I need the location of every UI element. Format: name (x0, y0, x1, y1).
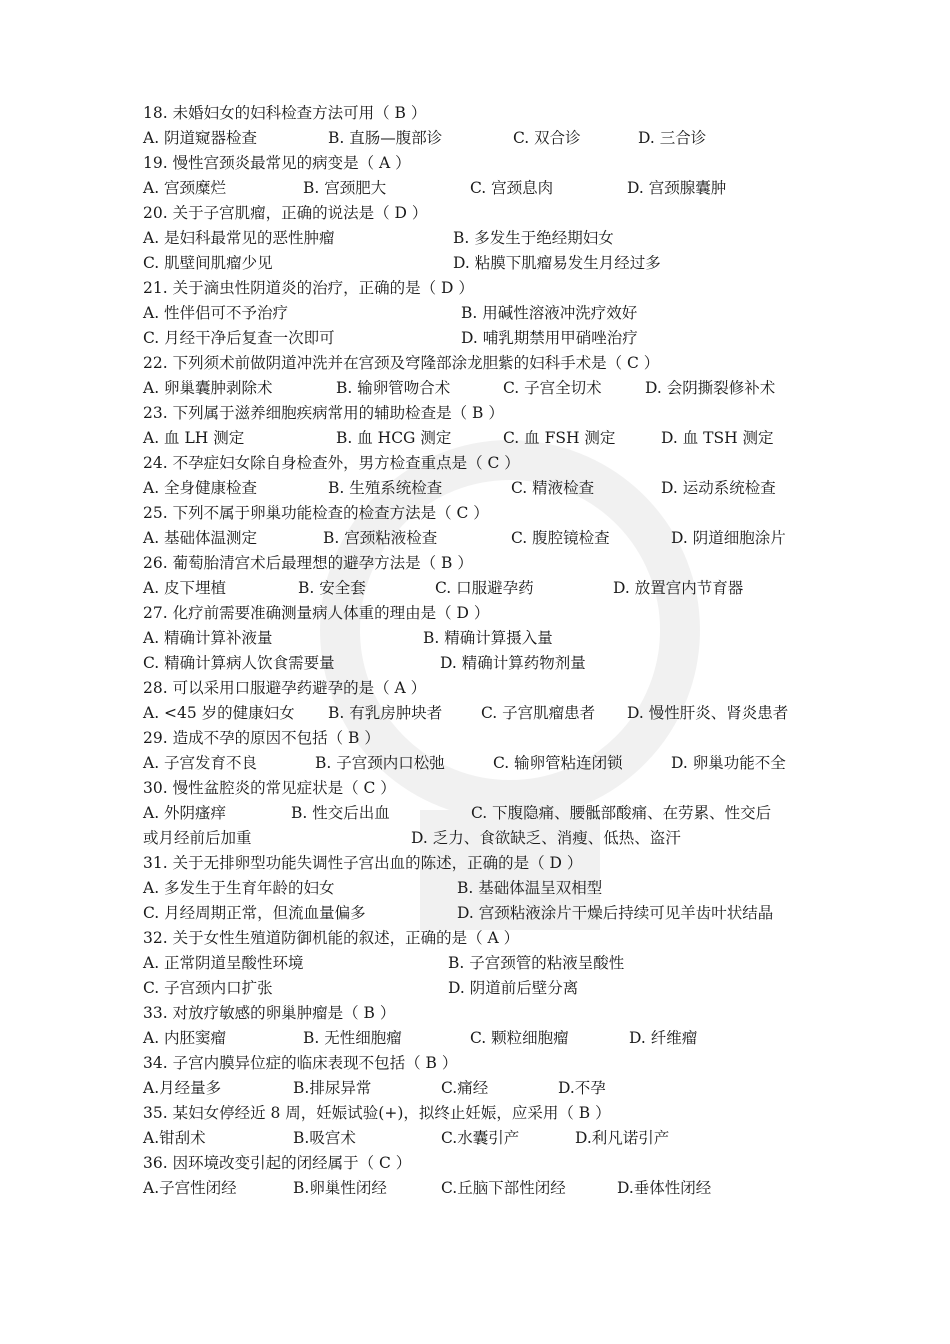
option-b: B. 子宫颈管的粘液呈酸性 (448, 954, 625, 972)
option-b: B. 直肠—腹部诊 (328, 129, 443, 147)
option-d: D.利凡诺引产 (575, 1129, 670, 1147)
question-stem: 25. 下列不属于卵巢功能检查的检查方法是（ C ） (143, 504, 489, 522)
option-d: D. 纤维瘤 (629, 1029, 698, 1047)
option-c: C. 子宫全切术 (503, 379, 602, 397)
option-c: C. 血 FSH 测定 (503, 429, 616, 447)
option-a: A. 血 LH 测定 (143, 429, 245, 447)
option-a: A. 外阴瘙痒 (143, 804, 227, 822)
option-a: A. 子宫发育不良 (143, 754, 258, 772)
question-stem: 18. 未婚妇女的妇科检查方法可用（ B ） (143, 104, 427, 122)
question-stem: 30. 慢性盆腔炎的常见症状是（ C ） (143, 779, 396, 797)
option-a: A. 阴道窥器检查 (143, 129, 258, 147)
option-b: B. 宫颈粘液检查 (323, 529, 438, 547)
option-b: B. 有乳房肿块者 (328, 704, 443, 722)
option-a: A. 性伴侣可不予治疗 (143, 304, 289, 322)
question-stem: 20. 关于子宫肌瘤，正确的说法是（ D ） (143, 204, 428, 222)
option-d: D. 运动系统检查 (661, 479, 776, 497)
option-a: A. <45 岁的健康妇女 (143, 704, 295, 722)
option-b: B. 多发生于绝经期妇女 (453, 229, 614, 247)
option-b: B. 生殖系统检查 (328, 479, 443, 497)
option-a: A. 卵巢囊肿剥除术 (143, 379, 273, 397)
question-stem: 34. 子宫内膜异位症的临床表现不包括（ B ） (143, 1054, 458, 1072)
option-b: B. 基础体温呈双相型 (457, 879, 603, 897)
option-c: C. 下腹隐痛、腰骶部酸痛、在劳累、性交后 (471, 804, 772, 822)
option-d: D.不孕 (558, 1079, 606, 1097)
question-stem: 36. 因环境改变引起的闭经属于（ C ） (143, 1154, 412, 1172)
option-c-continued: 或月经前后加重 (143, 829, 252, 847)
option-d: D. 阴道细胞涂片 (671, 529, 786, 547)
option-a: A. 正常阴道呈酸性环境 (143, 954, 304, 972)
option-a: A. 精确计算补液量 (143, 629, 273, 647)
option-c: C. 子宫肌瘤患者 (481, 704, 596, 722)
option-c: C. 输卵管粘连闭锁 (493, 754, 623, 772)
option-c: C. 月经干净后复查一次即可 (143, 329, 335, 347)
question-stem: 26. 葡萄胎清宫术后最理想的避孕方法是（ B ） (143, 554, 473, 572)
option-b: B. 精确计算摄入量 (423, 629, 553, 647)
option-d: D. 宫颈粘液涂片干燥后持续可见羊齿叶状结晶 (457, 904, 774, 922)
option-c: C.水囊引产 (441, 1129, 520, 1147)
option-d: D. 宫颈腺囊肿 (627, 179, 727, 197)
option-b: B. 宫颈肥大 (303, 179, 387, 197)
option-b: B. 子宫颈内口松弛 (315, 754, 445, 772)
question-stem: 33. 对放疗敏感的卵巢肿瘤是（ B ） (143, 1004, 396, 1022)
option-a: A. 宫颈糜烂 (143, 179, 227, 197)
option-c: C. 精确计算病人饮食需要量 (143, 654, 335, 672)
option-c: C.丘脑下部性闭经 (441, 1179, 566, 1197)
option-d: D.垂体性闭经 (617, 1179, 712, 1197)
option-d: D. 放置宫内节育器 (613, 579, 744, 597)
option-c: C. 子宫颈内口扩张 (143, 979, 273, 997)
option-d: D. 阴道前后壁分离 (448, 979, 579, 997)
option-a: A.月经量多 (143, 1079, 222, 1097)
option-b: B. 输卵管吻合术 (336, 379, 451, 397)
option-b: B.吸宫术 (293, 1129, 356, 1147)
question-stem: 28. 可以采用口服避孕药避孕的是（ A ） (143, 679, 427, 697)
option-d: D. 乏力、食欲缺乏、消瘦、低热、盗汗 (411, 829, 681, 847)
question-stem: 23. 下列属于滋养细胞疾病常用的辅助检查是（ B ） (143, 404, 504, 422)
option-d: D. 粘膜下肌瘤易发生月经过多 (453, 254, 661, 272)
question-stem: 31. 关于无排卵型功能失调性子宫出血的陈述，正确的是（ D ） (143, 854, 583, 872)
question-stem: 32. 关于女性生殖道防御机能的叙述，正确的是（ A ） (143, 929, 520, 947)
option-c: C.痛经 (441, 1079, 489, 1097)
option-c: C. 宫颈息肉 (470, 179, 554, 197)
option-c: C. 精液检查 (511, 479, 595, 497)
option-c: C. 颗粒细胞瘤 (470, 1029, 569, 1047)
option-c: C. 口服避孕药 (435, 579, 534, 597)
option-a: A.钳刮术 (143, 1129, 206, 1147)
option-b: B. 血 HCG 测定 (336, 429, 452, 447)
question-stem: 27. 化疗前需要准确测量病人体重的理由是（ D ） (143, 604, 490, 622)
option-d: D. 哺乳期禁用甲硝唑治疗 (461, 329, 638, 347)
question-stem: 21. 关于滴虫性阴道炎的治疗，正确的是（ D ） (143, 279, 474, 297)
option-a: A. 是妇科最常见的恶性肿瘤 (143, 229, 335, 247)
option-c: C. 腹腔镜检查 (511, 529, 610, 547)
option-d: D. 血 TSH 测定 (661, 429, 774, 447)
option-b: B. 安全套 (298, 579, 366, 597)
option-b: B.卵巢性闭经 (293, 1179, 387, 1197)
option-a: A. 多发生于生育年龄的妇女 (143, 879, 335, 897)
option-c: C. 肌壁间肌瘤少见 (143, 254, 273, 272)
option-d: D. 三合诊 (638, 129, 707, 147)
question-stem: 22. 下列须术前做阴道冲洗并在宫颈及穹隆部涂龙胆紫的妇科手术是（ C ） (143, 354, 660, 372)
option-a: A. 基础体温测定 (143, 529, 258, 547)
option-b: B. 用碱性溶液冲洗疗效好 (461, 304, 638, 322)
option-a: A.子宫性闭经 (143, 1179, 237, 1197)
option-c: C. 月经周期正常，但流血量偏多 (143, 904, 366, 922)
option-d: D. 会阴撕裂修补术 (645, 379, 776, 397)
option-b: B. 无性细胞瘤 (303, 1029, 402, 1047)
option-b: B.排尿异常 (293, 1079, 372, 1097)
option-c: C. 双合诊 (513, 129, 581, 147)
question-stem: 29. 造成不孕的原因不包括（ B ） (143, 729, 380, 747)
option-a: A. 全身健康检查 (143, 479, 258, 497)
option-d: D. 慢性肝炎、肾炎患者 (627, 704, 789, 722)
question-stem: 19. 慢性宫颈炎最常见的病变是（ A ） (143, 154, 411, 172)
option-d: D. 精确计算药物剂量 (440, 654, 586, 672)
option-a: A. 皮下埋植 (143, 579, 227, 597)
question-stem: 35. 某妇女停经近 8 周，妊娠试验(+)，拟终止妊娠，应采用（ B ） (143, 1104, 611, 1122)
option-b: B. 性交后出血 (291, 804, 390, 822)
option-a: A. 内胚窦瘤 (143, 1029, 227, 1047)
question-stem: 24. 不孕症妇女除自身检查外，男方检查重点是（ C ） (143, 454, 520, 472)
option-d: D. 卵巢功能不全 (671, 754, 786, 772)
